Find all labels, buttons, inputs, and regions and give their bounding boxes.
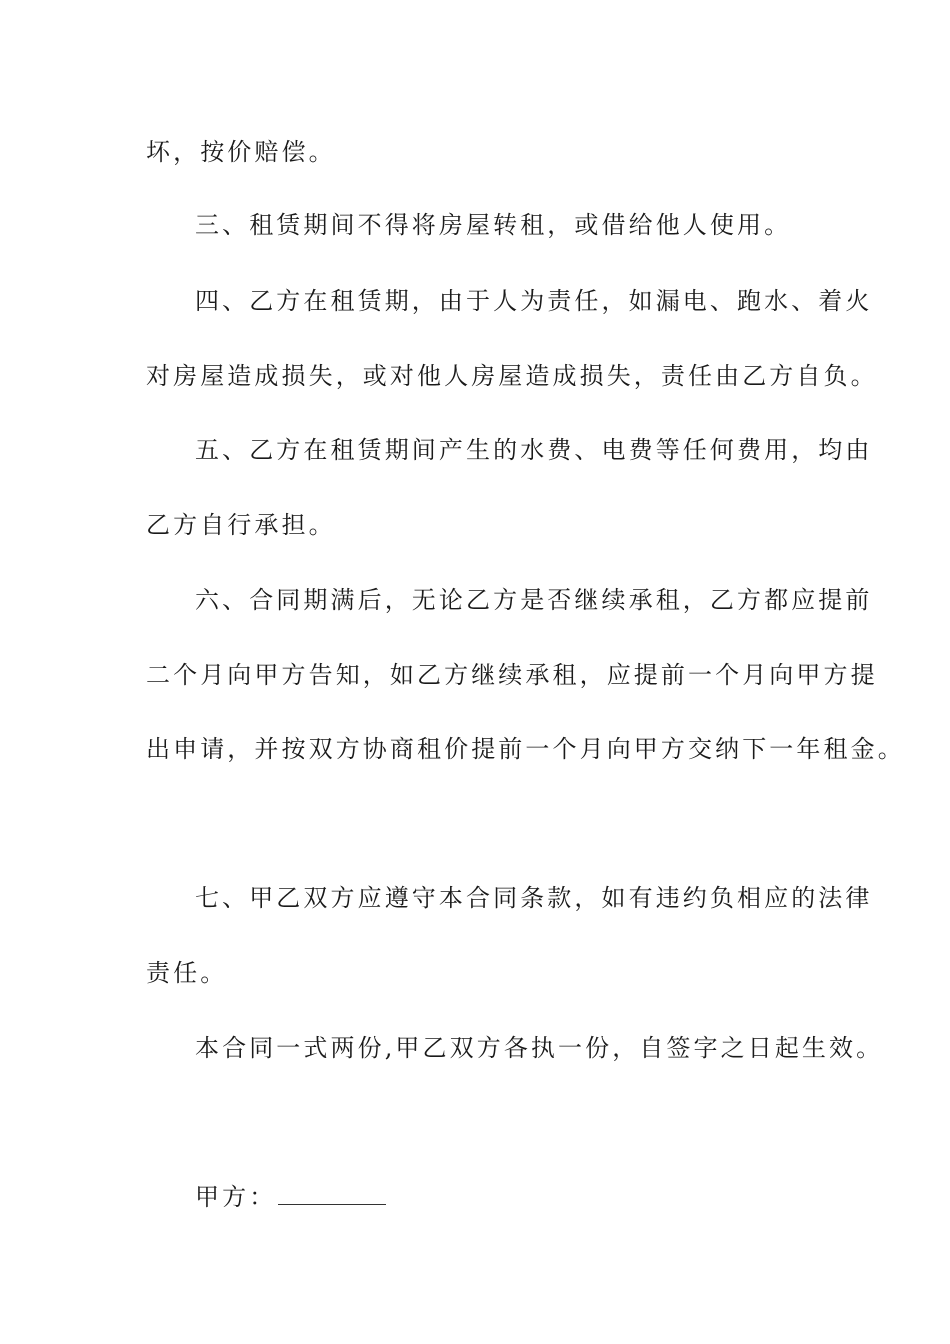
party-a-signature-blank: [278, 1182, 386, 1205]
clause-text-line: 坏，按价赔偿。: [146, 138, 336, 166]
clause-3: 三、租赁期间不得将房屋转租，或借给他人使用。: [195, 211, 792, 239]
clause-5: 五、乙方在租赁期间产生的水费、电费等任何费用，均由: [195, 436, 873, 464]
contract-copies-statement: 本合同一式两份,甲乙双方各执一份，自签字之日起生效。: [195, 1034, 884, 1062]
clause-7: 七、甲乙双方应遵守本合同条款，如有违约负相应的法律: [195, 884, 873, 912]
clause-text-line: 乙方自行承担。: [146, 511, 336, 539]
party-a-label: 甲方：: [195, 1183, 277, 1211]
clause-6: 六、合同期满后，无论乙方是否继续承租，乙方都应提前: [195, 586, 873, 614]
clause-4: 四、乙方在租赁期，由于人为责任，如漏电、跑水、着火: [195, 287, 873, 315]
clause-text-line: 责任。: [146, 959, 228, 987]
clause-text-line: 二个月向甲方告知，如乙方继续承租，应提前一个月向甲方提: [146, 661, 878, 689]
clause-text-line: 对房屋造成损失，或对他人房屋造成损失，责任由乙方自负。: [146, 362, 878, 390]
clause-text-line: 出申请，并按双方协商租价提前一个月向甲方交纳下一年租金。: [146, 735, 905, 763]
party-a-signature: [195, 1182, 386, 1212]
